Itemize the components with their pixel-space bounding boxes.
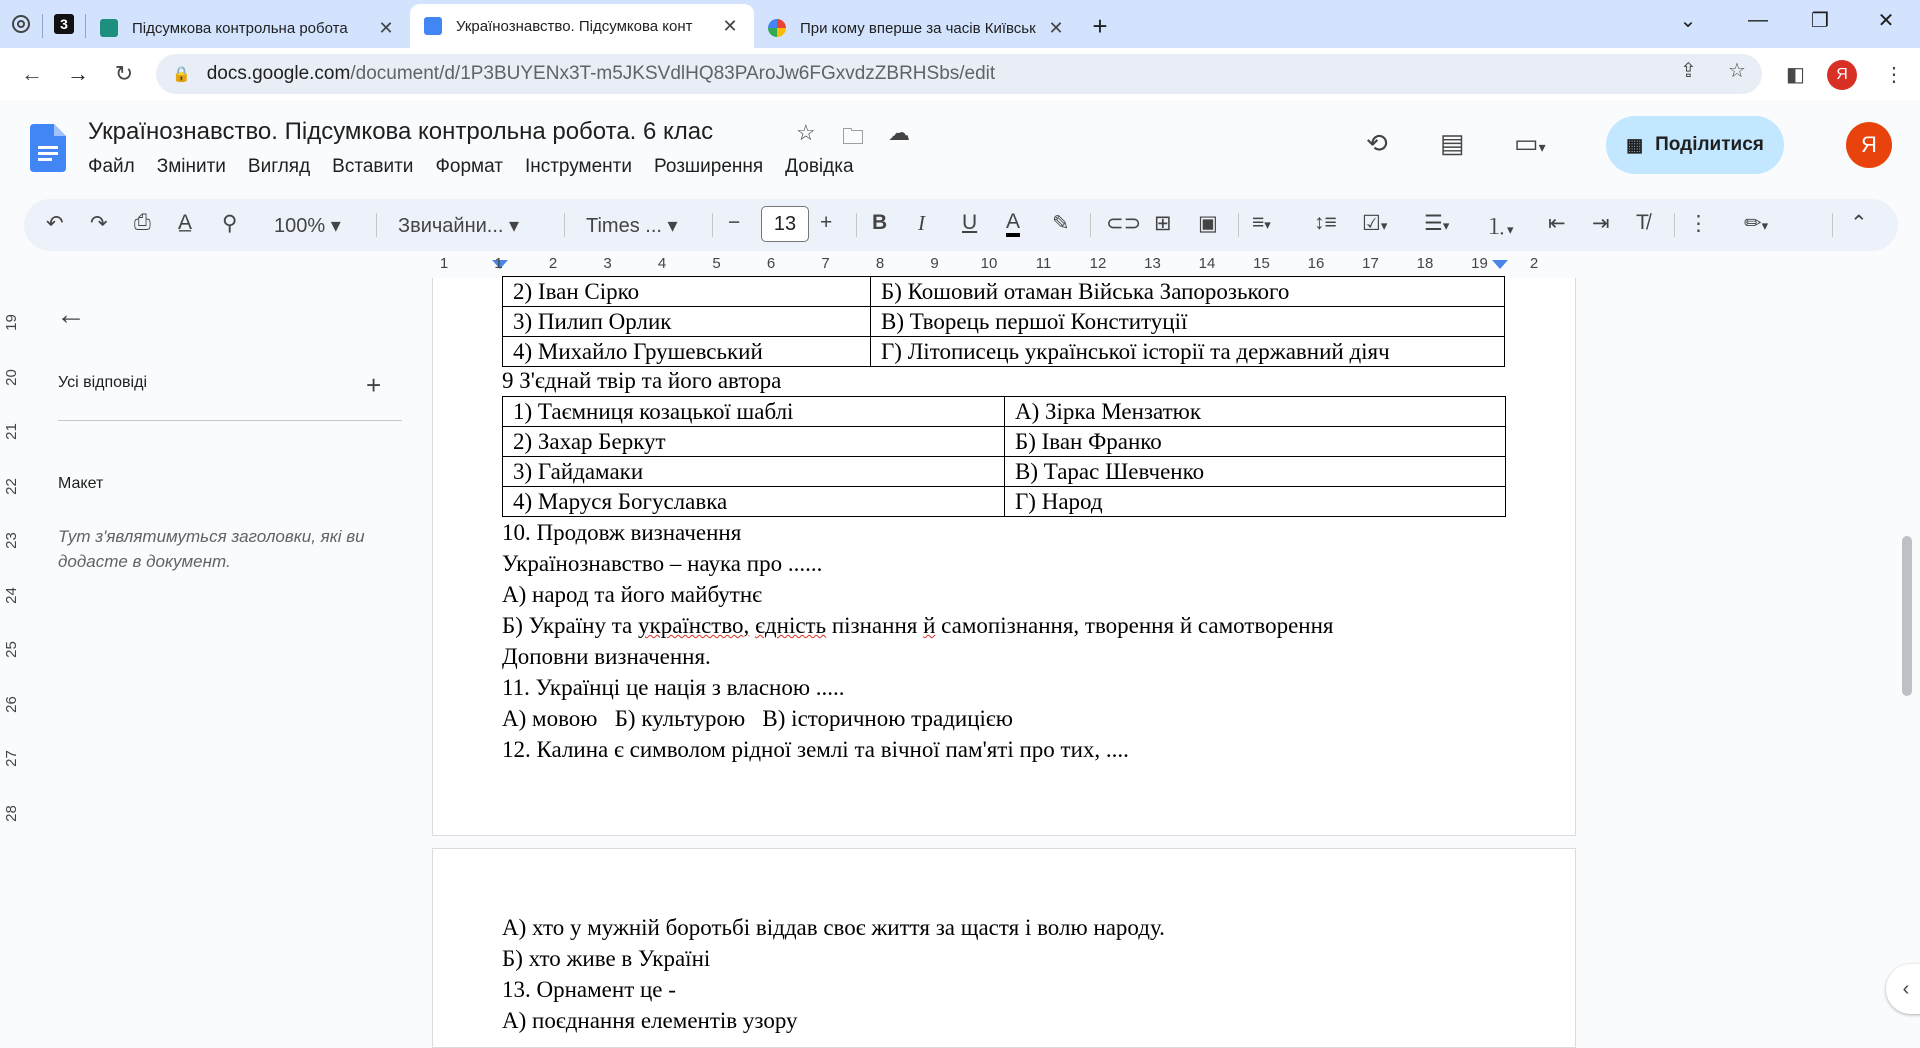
- reload-icon[interactable]: ↻: [114, 61, 134, 86]
- tab-chatgpt[interactable]: [0, 4, 42, 44]
- print-icon[interactable]: ⎙: [134, 211, 151, 234]
- table-cell[interactable]: 1) Таємниця козацької шаблі: [503, 397, 1005, 427]
- divider: [58, 420, 402, 421]
- align-icon[interactable]: ≡▾: [1252, 211, 1271, 234]
- more-options-icon[interactable]: ⋮: [1688, 212, 1709, 235]
- question-12-option-a[interactable]: А) хто у мужній боротьбі віддав своє життя за щастя і волю народу.: [502, 915, 1165, 940]
- undo-icon[interactable]: ↶: [46, 212, 64, 235]
- ruler-number: 4: [657, 255, 667, 272]
- ruler-number: 6: [766, 255, 776, 272]
- table-cell[interactable]: А) Зірка Мензатюк: [1005, 397, 1506, 427]
- table-cell[interactable]: В) Творець першої Конституції: [871, 307, 1505, 337]
- increase-font-icon[interactable]: +: [820, 211, 833, 234]
- menu-tools[interactable]: Інструменти: [524, 156, 632, 177]
- vertical-ruler: [0, 278, 22, 1030]
- table-works-authors[interactable]: [502, 396, 1506, 517]
- document-page[interactable]: [432, 848, 1576, 1048]
- toolbar-separator: [1832, 213, 1833, 237]
- table-cell[interactable]: Г) Народ: [1005, 487, 1506, 517]
- chatgpt-icon: [10, 13, 32, 35]
- font-value: Times ...: [586, 215, 662, 237]
- forward-arrow-icon[interactable]: →: [67, 61, 89, 86]
- font-select[interactable]: Times ... ▾: [586, 215, 678, 237]
- ruler-number: 2: [1529, 255, 1539, 272]
- question-12-option-b[interactable]: Б) хто живе в Україні: [502, 946, 711, 971]
- table-cell[interactable]: 4) Михайло Грушевський: [503, 337, 871, 367]
- classroom-icon: [100, 19, 118, 37]
- tab-title: При кому вперше за часів Київськ: [800, 19, 1036, 37]
- share-label: Поділитися: [1655, 134, 1764, 155]
- close-icon[interactable]: ✕: [722, 15, 738, 36]
- zno-icon: 3: [54, 14, 74, 34]
- docs-icon: [424, 17, 442, 35]
- text-run: Б) Україну та: [502, 613, 639, 638]
- question-10-text[interactable]: Українознавство – наука про ......: [502, 551, 823, 576]
- tab-classroom[interactable]: [86, 8, 410, 48]
- tab-docs[interactable]: [410, 4, 754, 48]
- question-13-option-a[interactable]: А) поєднання елементів узору: [502, 1008, 798, 1033]
- toolbar-separator: [564, 213, 565, 237]
- table-cell[interactable]: 3) Пилип Орлик: [503, 307, 871, 337]
- google-icon: [768, 19, 786, 37]
- right-indent-marker[interactable]: [1492, 260, 1508, 269]
- ruler-number: 11: [1035, 255, 1052, 272]
- tab-google[interactable]: [754, 8, 1080, 48]
- ruler-number: 12: [1089, 255, 1107, 272]
- move-folder-icon[interactable]: 🗀: [842, 124, 865, 149]
- zoom-select[interactable]: 100% ▾: [274, 215, 341, 237]
- ruler-number: 13: [1144, 255, 1161, 272]
- question-10-option-b[interactable]: [502, 613, 1333, 639]
- scrollbar-thumb[interactable]: [1902, 536, 1912, 696]
- style-select[interactable]: Звичайни... ▾: [398, 215, 520, 237]
- question-12[interactable]: 12. Калина є символом рідної землі та вічної пам'яті про тих, ....: [502, 737, 1129, 762]
- underline-icon[interactable]: U: [962, 211, 978, 234]
- spellcheck-icon[interactable]: A̲: [178, 211, 193, 234]
- tab-title: Українознавство. Підсумкова конт: [456, 17, 693, 35]
- menu-file[interactable]: Файл: [88, 156, 135, 177]
- table-cell[interactable]: 3) Гайдамаки: [503, 457, 1005, 487]
- text-color-icon[interactable]: A: [1006, 211, 1020, 237]
- back-arrow-icon[interactable]: ←: [21, 61, 43, 86]
- question-11[interactable]: 11. Українці це нація з власною .....: [502, 675, 845, 700]
- decrease-font-icon[interactable]: −: [728, 211, 741, 234]
- horizontal-ruler[interactable]: [432, 254, 1580, 276]
- ruler-number: 16: [1307, 255, 1325, 272]
- table-row: [503, 427, 1506, 457]
- redo-icon[interactable]: ↷: [90, 212, 108, 235]
- lock-icon: 🔒: [172, 66, 191, 83]
- ruler-number: 2: [548, 255, 558, 272]
- link-icon[interactable]: ⊂⊃: [1106, 212, 1142, 235]
- vruler-number: 27: [2, 750, 20, 767]
- url-path: /document/d/1P3BUYENx3T-m5JKSVdlHQ83PAroJw6FGxvdzZBRHSbs/edit: [350, 63, 996, 84]
- building-icon: ▦: [1626, 134, 1644, 155]
- outline-hint: Тут з'являтимуться заголовки, які ви додасте в документ.: [58, 527, 365, 571]
- meet-camera-icon[interactable]: ▭▾: [1514, 128, 1546, 158]
- ruler-number: 1: [494, 255, 503, 272]
- insert-image-icon[interactable]: ▣: [1198, 212, 1218, 235]
- ruler-number: 18: [1416, 255, 1434, 272]
- ruler-number: 9: [930, 255, 939, 272]
- restore-icon[interactable]: ❐: [1811, 9, 1829, 32]
- vruler-number: 20: [2, 368, 20, 386]
- close-icon[interactable]: ✕: [1048, 17, 1064, 38]
- misspelled-word[interactable]: українство,: [638, 613, 750, 638]
- comments-icon[interactable]: ▤: [1440, 128, 1465, 158]
- text-run: самопізнання, творення й самотворення: [935, 613, 1334, 638]
- browser-toolbar: [0, 48, 1920, 100]
- menu-bar: [88, 156, 876, 178]
- table-cell[interactable]: 2) Захар Беркут: [503, 427, 1005, 457]
- document-title[interactable]: Українознавство. Підсумкова контрольна робота. 6 клас: [88, 118, 714, 145]
- decrease-indent-icon[interactable]: ⇤: [1548, 212, 1566, 235]
- text-run: пізнання: [826, 613, 924, 638]
- cloud-status-icon[interactable]: ☁: [888, 120, 910, 145]
- minimize-icon[interactable]: —: [1748, 8, 1768, 31]
- docs-logo-icon[interactable]: [30, 124, 66, 172]
- editing-mode-icon[interactable]: ✏▾: [1744, 212, 1769, 235]
- vruler-number: 25: [2, 641, 20, 658]
- vruler-number: 28: [2, 804, 20, 822]
- vruler-number: 26: [2, 695, 20, 713]
- ruler-number: 5: [712, 255, 721, 272]
- ruler-number: 17: [1362, 255, 1379, 272]
- toolbar-separator: [856, 213, 857, 237]
- vruler-number: 21: [2, 423, 20, 440]
- new-tab-button[interactable]: +: [1092, 10, 1108, 41]
- menu-help[interactable]: Довідка: [785, 156, 854, 177]
- document-outline: [22, 278, 422, 1030]
- numbered-list-icon[interactable]: ⒈▾: [1486, 216, 1514, 239]
- clear-formatting-icon[interactable]: T̸: [1636, 211, 1649, 234]
- table-cell[interactable]: 2) Іван Сірко: [503, 277, 871, 307]
- add-icon[interactable]: +: [366, 370, 382, 400]
- table-row: [503, 457, 1506, 487]
- ruler-number: 15: [1253, 255, 1270, 272]
- question-13[interactable]: 13. Орнамент це -: [502, 977, 676, 1002]
- tab-title: Підсумкова контрольна робота: [132, 19, 348, 37]
- line-spacing-icon[interactable]: ↕≡: [1314, 211, 1337, 234]
- browser-tab-strip: [0, 0, 1920, 48]
- vruler-number: 23: [2, 532, 20, 549]
- font-size-input[interactable]: 13: [761, 206, 809, 242]
- account-avatar[interactable]: Я: [1846, 122, 1892, 168]
- zoom-value: 100%: [274, 215, 326, 237]
- table-historical-figures[interactable]: [502, 276, 1505, 367]
- table-row: [503, 337, 1505, 367]
- table-cell[interactable]: Г) Літописець української історії та державний діяч: [871, 337, 1505, 367]
- vruler-number: 19: [2, 314, 20, 331]
- tab-zno[interactable]: [43, 4, 85, 44]
- toolbar-separator: [1674, 213, 1675, 237]
- bookmark-star-icon[interactable]: ☆: [1728, 60, 1746, 82]
- menu-extensions[interactable]: Розширення: [654, 156, 764, 177]
- menu-insert[interactable]: Вставити: [332, 156, 414, 177]
- version-history-icon[interactable]: ⟲: [1366, 128, 1388, 158]
- address-bar[interactable]: [156, 54, 1762, 94]
- menu-format[interactable]: Формат: [435, 156, 503, 177]
- toolbar-separator: [1238, 213, 1239, 237]
- bold-icon[interactable]: B: [872, 211, 888, 234]
- ruler-number: 14: [1198, 255, 1216, 272]
- window-close-icon[interactable]: ✕: [1877, 9, 1895, 32]
- table-cell[interactable]: В) Тарас Шевченко: [1005, 457, 1506, 487]
- table-cell[interactable]: Б) Кошовий отаман Війська Запорозького: [871, 277, 1505, 307]
- ruler-number: 1: [439, 255, 449, 272]
- style-value: Звичайни...: [398, 215, 504, 237]
- share-page-icon[interactable]: ⇪: [1680, 60, 1697, 82]
- italic-icon[interactable]: I: [918, 211, 925, 235]
- misspelled-word[interactable]: єдність: [755, 613, 827, 638]
- ruler-number: 3: [603, 255, 612, 272]
- add-comment-icon[interactable]: ⊞: [1154, 212, 1172, 235]
- more-vert-icon[interactable]: ⋮: [1884, 64, 1904, 86]
- side-panel-toggle-chevron-icon[interactable]: ‹: [1886, 964, 1920, 1014]
- table-row: [503, 487, 1506, 517]
- tab-search-chevron-icon[interactable]: ⌄: [1679, 9, 1697, 32]
- layout-label: Макет: [58, 475, 104, 492]
- table-row: [503, 277, 1505, 307]
- checklist-icon[interactable]: ☑▾: [1362, 212, 1388, 235]
- question-9[interactable]: 9 З'єднай твір та його автора: [502, 368, 782, 393]
- highlight-icon[interactable]: ✎: [1052, 212, 1070, 235]
- toolbar-separator: [1090, 213, 1091, 237]
- complete-definition[interactable]: Доповни визначення.: [502, 644, 711, 669]
- toolbar-separator: [376, 213, 377, 237]
- star-icon[interactable]: ☆: [796, 120, 816, 145]
- menu-edit[interactable]: Змінити: [156, 156, 226, 177]
- side-panel-icon[interactable]: ◧: [1786, 64, 1805, 86]
- url-host: docs.google.com: [206, 63, 351, 84]
- close-outline-arrow-icon[interactable]: ←: [56, 298, 86, 331]
- document-page[interactable]: [432, 278, 1576, 836]
- vruler-number: 24: [2, 586, 20, 604]
- ruler-number: 19: [1471, 255, 1488, 272]
- collapse-chevron-icon[interactable]: ⌃: [1850, 212, 1868, 235]
- ruler-number: 10: [980, 255, 998, 272]
- question-11-options[interactable]: А) мовою Б) культурою В) історичною традицією: [502, 706, 1013, 731]
- increase-indent-icon[interactable]: ⇥: [1592, 212, 1610, 235]
- share-button[interactable]: [1606, 116, 1784, 174]
- question-10[interactable]: 10. Продовж визначення: [502, 520, 742, 545]
- format-toolbar: [24, 199, 1898, 251]
- bulleted-list-icon[interactable]: ☰▾: [1424, 212, 1450, 235]
- table-cell[interactable]: Б) Іван Франко: [1005, 427, 1506, 457]
- toolbar-separator: [712, 213, 713, 237]
- question-10-option-a[interactable]: А) народ та його майбутнє: [502, 582, 763, 607]
- ruler-number: 7: [821, 255, 830, 272]
- table-cell[interactable]: 4) Маруся Богуславка: [503, 487, 1005, 517]
- menu-view[interactable]: Вигляд: [247, 156, 311, 177]
- table-row: [503, 307, 1505, 337]
- ruler-number: 8: [875, 255, 885, 272]
- all-answers-label[interactable]: Усі відповіді: [58, 374, 147, 391]
- table-row: [503, 397, 1506, 427]
- vruler-number: 22: [2, 477, 20, 495]
- misspelled-word[interactable]: й: [923, 613, 936, 638]
- docs-header: [0, 100, 1920, 196]
- paint-format-icon[interactable]: ⚲: [222, 212, 238, 235]
- close-icon[interactable]: ✕: [378, 17, 394, 38]
- profile-avatar[interactable]: Я: [1827, 60, 1857, 90]
